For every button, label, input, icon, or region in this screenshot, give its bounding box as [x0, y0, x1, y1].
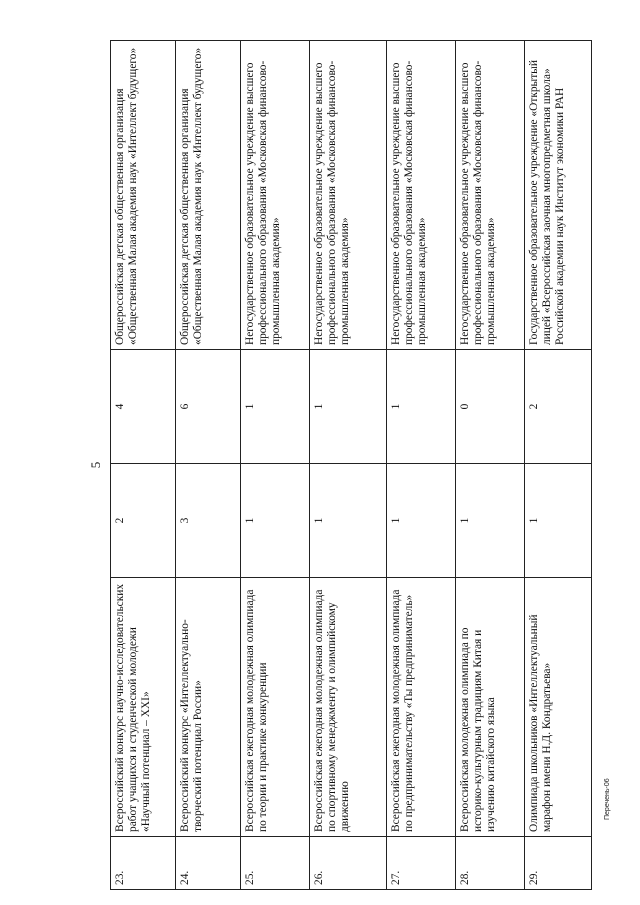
value-b: 6: [176, 350, 241, 464]
organizer: Негосударственное образовательное учреждение высшего профессионального образования «Московская финансово-промышленная академия»: [456, 41, 525, 350]
table-row: [241, 41, 310, 890]
row-number: 23.: [111, 837, 176, 890]
table-row: [456, 41, 525, 890]
organizer: Негосударственное образовательное учреждение высшего профессионального образования «Московская финансово-промышленная академия»: [241, 41, 310, 350]
row-number: 28.: [456, 837, 525, 890]
row-number: 24.: [176, 837, 241, 890]
organizer: Негосударственное образовательное учреждение высшего профессионального образования «Московская финансово-промышленная академия»: [310, 41, 387, 350]
organizer: Общероссийская детская общественная организация «Общественная Малая академия наук «Интеллект будущего»: [111, 41, 176, 350]
row-number: 27.: [387, 837, 456, 890]
value-a: 1: [456, 464, 525, 578]
row-number: 25.: [241, 837, 310, 890]
value-b: 1: [241, 350, 310, 464]
table-row: [176, 41, 241, 890]
value-a: 2: [111, 464, 176, 578]
value-a: 1: [310, 464, 387, 578]
value-a: 1: [525, 464, 592, 578]
table-row: [111, 41, 176, 890]
value-a: 1: [241, 464, 310, 578]
footer-code: Перечень-06: [604, 778, 611, 820]
value-a: 3: [176, 464, 241, 578]
table-row: [525, 41, 592, 890]
value-b: 0: [456, 350, 525, 464]
table-row: [387, 41, 456, 890]
value-b: 2: [525, 350, 592, 464]
organizer: Государственное образовательное учреждение «Открытый лицей «Всероссийская заочная многопредметная школа» Российской академии наук Институт экономики РАН: [525, 41, 592, 350]
page-number: 5: [88, 461, 103, 469]
event-name: Всероссийская молодежная олимпиада по историко-культурным традициям Китая и изучению китайского языка: [456, 578, 525, 837]
event-name: Всероссийская ежегодная молодежная олимпиада по теории и практике конкуренции: [241, 578, 310, 837]
value-a: 1: [387, 464, 456, 578]
event-name: Всероссийская ежегодная молодежная олимпиада по предпринимательству «Ты предприниматель»: [387, 578, 456, 837]
row-number: 26.: [310, 837, 387, 890]
olympiad-table: [110, 40, 592, 890]
value-b: 4: [111, 350, 176, 464]
rotated-page-content: [88, 40, 566, 890]
value-b: 1: [387, 350, 456, 464]
event-name: Всероссийский конкурс научно-исследовательских работ учащихся и студенческой молодежи «Научный потенциал – XXI»: [111, 578, 176, 837]
organizer: Негосударственное образовательное учреждение высшего профессионального образования «Московская финансово-промышленная академия»: [387, 41, 456, 350]
value-b: 1: [310, 350, 387, 464]
organizer: Общероссийская детская общественная организация «Общественная Малая академия наук «Интеллект будущего»: [176, 41, 241, 350]
event-name: Всероссийский конкурс «Интеллектуально-творческий потенциал России»: [176, 578, 241, 837]
event-name: Олимпиада школьников «Интеллектуальный марафон имени Н.Д. Кондратьева»: [525, 578, 592, 837]
row-number: 29.: [525, 837, 592, 890]
table-row: [310, 41, 387, 890]
event-name: Всероссийская ежегодная молодежная олимпиада по спортивному менеджменту и олимпийскому движению: [310, 578, 387, 837]
